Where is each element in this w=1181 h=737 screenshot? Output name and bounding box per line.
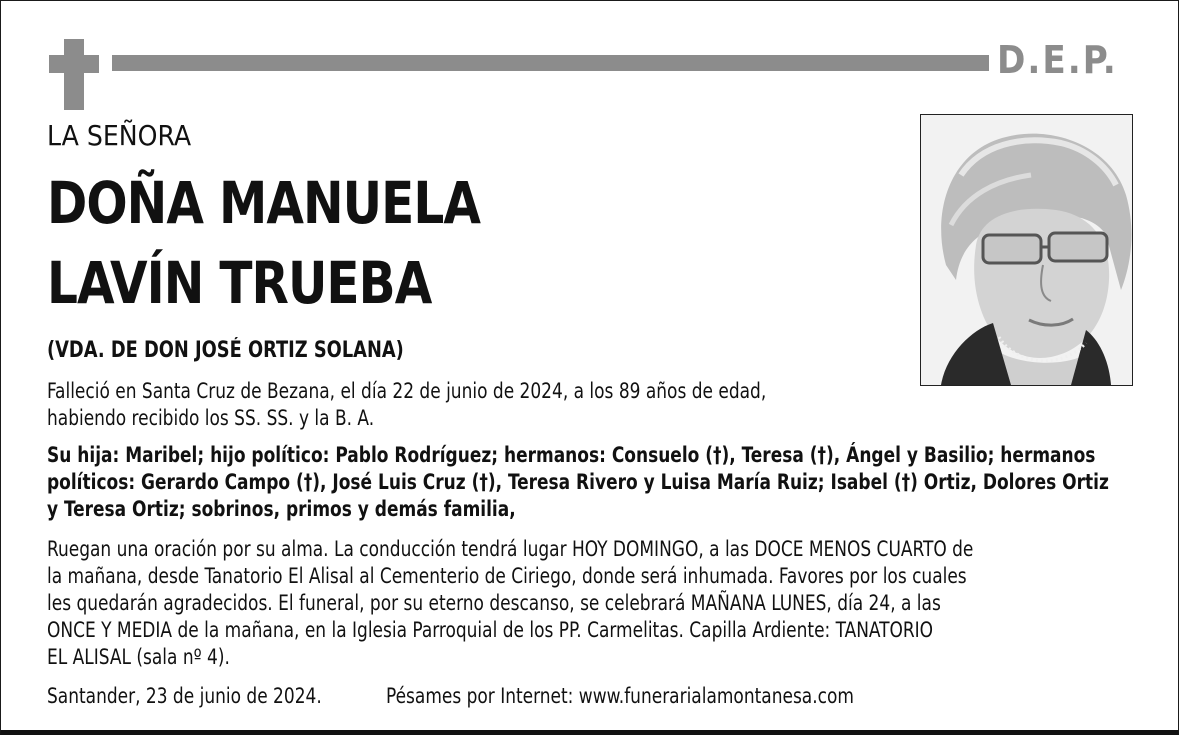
- service-text-line: les quedarán agradecidos. El funeral, por su eterno descanso, se celebrará MAÑANA LUNES, día 24, a las: [47, 591, 941, 615]
- portrait-photo: [920, 114, 1133, 386]
- cross-icon: [64, 39, 84, 110]
- family-line: Su hija: Maribel; hijo político: Pablo Rodríguez; hermanos: Consuelo (†), Teresa (†), Ángel y Basilio; hermanos: [47, 443, 1096, 467]
- cross-icon-bar: [49, 55, 99, 73]
- service-text-line: ONCE Y MEDIA de la mañana, en la Iglesia Parroquial de los PP. Carmelitas. Capilla Ardiente: TANATORIO: [47, 618, 934, 642]
- widow-of: (VDA. DE DON JOSÉ ORTIZ SOLANA): [47, 338, 404, 363]
- deceased-name-line-2: LAVÍN TRUEBA: [47, 249, 432, 317]
- family-line: políticos: Gerardo Campo (†), José Luis Cruz (†), Teresa Rivero y Luisa María Ruiz; Isabel (†) Ortiz, Dolores Ortiz: [47, 470, 1109, 494]
- honorific: LA SEÑORA: [47, 119, 192, 152]
- service-text-line: EL ALISAL (sala nº 4).: [47, 645, 230, 669]
- service-text-line: la mañana, desde Tanatorio El Alisal al Cementerio de Ciriego, donde será inhumada. Favores por los cuales: [47, 564, 967, 588]
- death-notice-line: Falleció en Santa Cruz de Bezana, el día 22 de junio de 2024, a los 89 años de edad,: [47, 379, 767, 403]
- family-line: y Teresa Ortiz; sobrinos, primos y demás familia,: [47, 497, 516, 521]
- footer-place-date: Santander, 23 de junio de 2024.: [47, 684, 322, 708]
- footer-condolences: Pésames por Internet: www.funerarialamontanesa.com: [386, 684, 854, 708]
- death-notice-line: habiendo recibido los SS. SS. y la B. A.: [47, 406, 375, 430]
- deceased-name-line-1: DOÑA MANUELA: [47, 169, 480, 237]
- service-text-line: Ruegan una oración por su alma. La conducción tendrá lugar HOY DOMINGO, a las DOCE MENOS CUARTO de: [47, 537, 974, 561]
- rip-label: D.E.P.: [997, 38, 1118, 82]
- header-rule: [112, 55, 989, 71]
- portrait-icon: [921, 115, 1132, 385]
